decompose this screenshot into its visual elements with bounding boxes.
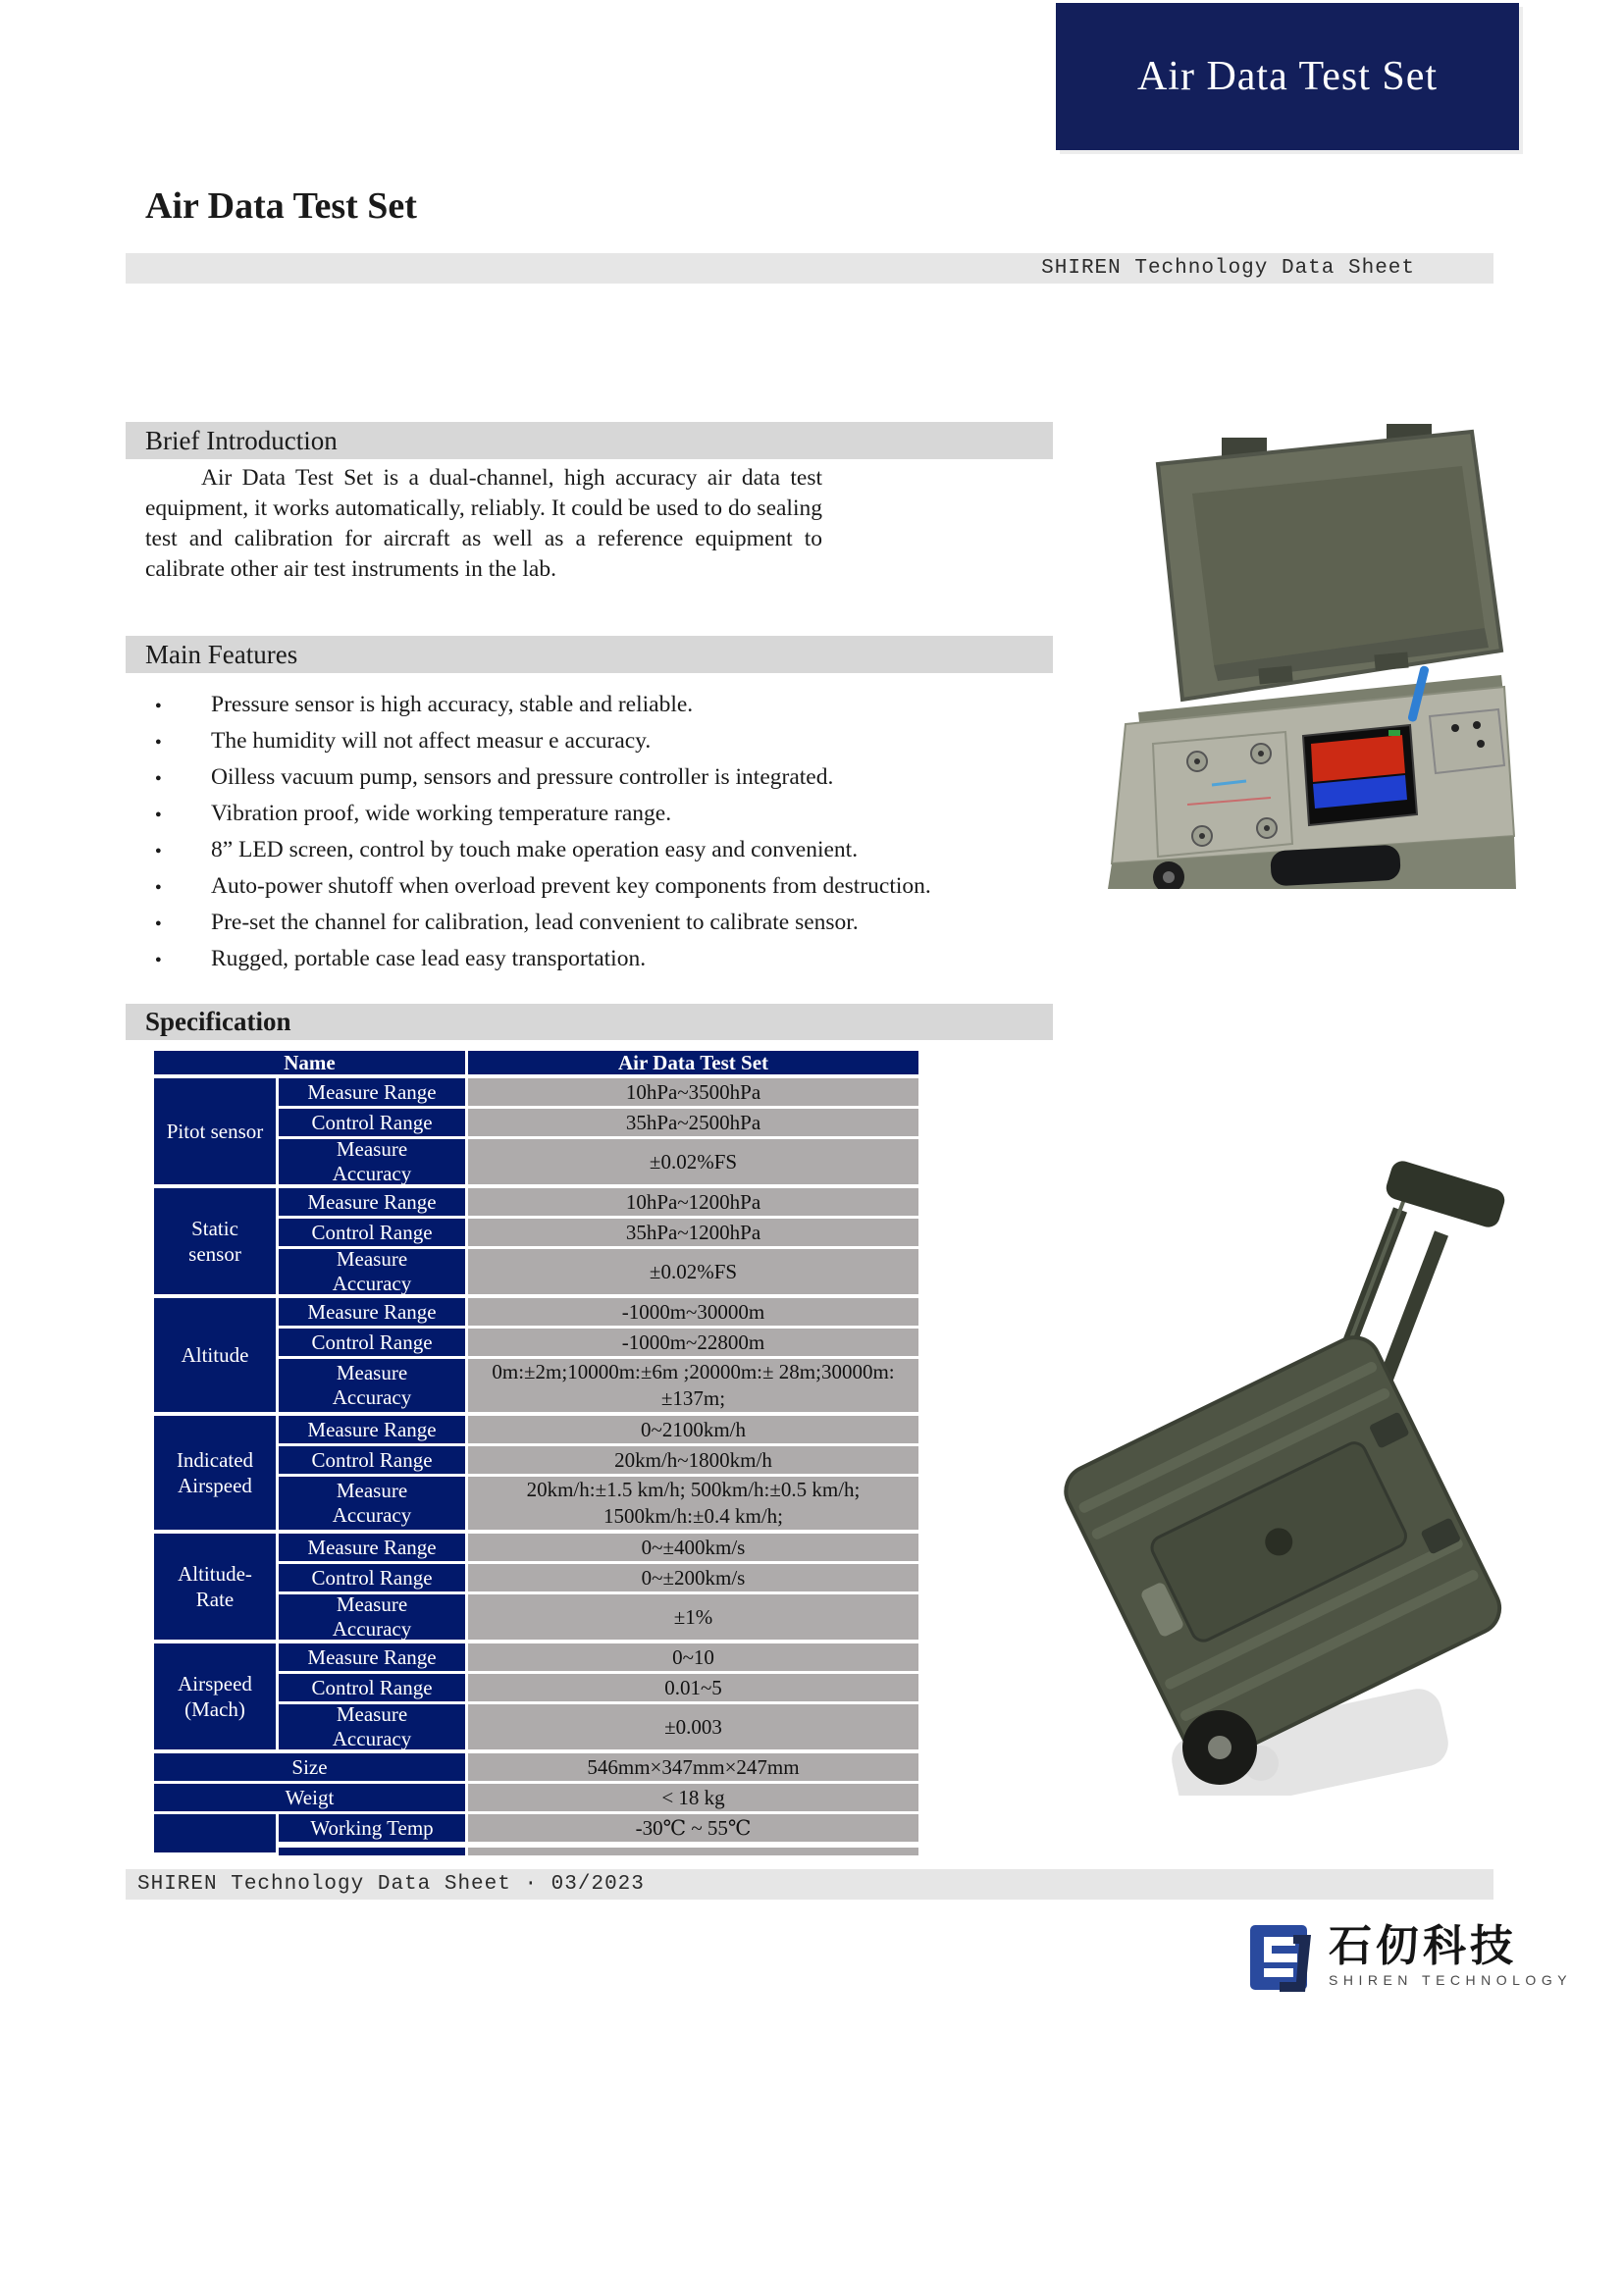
spec-group-name: Static sensor	[188, 1217, 241, 1266]
spec-row-value: -1000m~30000m	[621, 1299, 765, 1324]
spec-row-value: ±1%	[673, 1604, 713, 1629]
spec-group-rows	[279, 1078, 918, 1184]
spec-row-value: 0~±400km/s	[641, 1535, 746, 1559]
spec-row-value-cell	[468, 1078, 918, 1106]
spec-single-label-cell	[154, 1753, 465, 1781]
spec-row-label: Measure Accuracy	[332, 1137, 412, 1185]
spec-row-label-cell	[279, 1564, 465, 1591]
spec-row-value: ±0.02%FS	[649, 1149, 738, 1174]
spec-single-row	[154, 1753, 918, 1781]
spec-group-rows	[279, 1188, 918, 1294]
spec-row-label-cell	[279, 1674, 465, 1701]
header-strip-text: SHIREN Technology Data Sheet	[1041, 257, 1415, 280]
spec-row-label-cell	[279, 1704, 465, 1749]
spec-group	[154, 1643, 918, 1749]
spec-row-value-cell	[468, 1329, 918, 1356]
spec-header-value-cell	[468, 1051, 918, 1074]
spec-row-label-cell	[279, 1078, 465, 1106]
spec-row-label-cell	[279, 1109, 465, 1136]
spec-row-value-cell	[468, 1446, 918, 1474]
spec-group-name-cell	[154, 1814, 276, 1852]
spec-group	[154, 1188, 918, 1294]
section-header-specification	[126, 1004, 1053, 1040]
spec-group	[154, 1298, 918, 1412]
spec-row-value: 20km/h:±1.5 km/h; 500km/h:±0.5 km/h; 1500km/h:±0.4 km/h;	[526, 1478, 861, 1528]
spec-group-rows	[279, 1814, 918, 1855]
spec-row-label: Control Range	[311, 1447, 433, 1472]
spec-row-value: 0~±200km/s	[641, 1565, 746, 1590]
spec-row	[279, 1188, 918, 1216]
spec-row-label-cell	[279, 1219, 465, 1246]
spec-row-label-cell	[279, 1477, 465, 1530]
spec-row-label: Control Range	[311, 1110, 433, 1134]
spec-row-label: Measure Accuracy	[332, 1479, 412, 1527]
header-banner	[1056, 3, 1519, 150]
spec-row-value-cell	[468, 1188, 918, 1216]
spec-row-label-cell	[279, 1594, 465, 1640]
spec-group	[154, 1534, 918, 1640]
spec-single-row	[154, 1784, 918, 1811]
spec-group-name-cell	[154, 1298, 276, 1412]
spec-row-value-cell	[468, 1219, 918, 1246]
spec-group-name: Pitot sensor	[166, 1120, 264, 1143]
section-header-main-features	[126, 636, 1053, 673]
spec-row	[279, 1534, 918, 1561]
spec-row-value: -30℃ ~ 55℃	[635, 1815, 752, 1840]
spec-row-value-cell	[468, 1704, 918, 1749]
spec-row-label: Working Temp	[310, 1815, 434, 1840]
spec-cutoff-label-cell	[279, 1848, 465, 1855]
spec-row	[279, 1674, 918, 1701]
feature-item-text: ● Pressure sensor is high accuracy, stable and reliable.	[211, 692, 694, 717]
spec-row-value-cell	[468, 1477, 918, 1530]
spec-row-value: ±0.02%FS	[649, 1259, 738, 1283]
spec-row	[279, 1477, 918, 1530]
section-title: Main Features	[145, 639, 298, 669]
logo-en-text: SHIREN TECHNOLOGY	[1329, 1972, 1573, 1988]
spec-single-label: Weigt	[285, 1785, 335, 1809]
spec-row-value-cell	[468, 1359, 918, 1412]
table-cutoff-row	[279, 1848, 918, 1855]
spec-group-name: Altitude	[181, 1343, 249, 1367]
section-title: Brief Introduction	[145, 425, 338, 455]
intro-paragraph: Air Data Test Set is a dual-channel, high accuracy air data test equipment, it works automatically, reliably. It could be used to do sealing test and calibration for aircraft as well as a reference equipment to calibrate other air test instruments in the lab.	[145, 465, 822, 582]
feature-item	[155, 723, 1136, 759]
spec-row-label: Measure Range	[307, 1299, 437, 1324]
spec-row-value-cell	[468, 1139, 918, 1184]
spec-row-label: Measure Range	[307, 1535, 437, 1559]
spec-row	[279, 1643, 918, 1671]
spec-group	[154, 1078, 918, 1184]
spec-row-value: -1000m~22800m	[621, 1330, 765, 1354]
product-photo-trolley-case	[1016, 1065, 1545, 1796]
spec-row-value-cell	[468, 1674, 918, 1701]
spec-row	[279, 1298, 918, 1326]
spec-group-rows	[279, 1298, 918, 1412]
spec-row	[279, 1329, 918, 1356]
spec-row-label: Control Range	[311, 1675, 433, 1699]
spec-row-label: Measure Range	[307, 1417, 437, 1441]
shiren-logo-icon	[1250, 1921, 1319, 1994]
spec-row-value-cell	[468, 1814, 918, 1842]
spec-group-name-cell	[154, 1643, 276, 1749]
spec-row-label-cell	[279, 1643, 465, 1671]
spec-single-label-cell	[154, 1784, 465, 1811]
spec-header-name-cell	[154, 1051, 465, 1074]
spec-row-value: ±0.003	[664, 1714, 722, 1739]
spec-header-name: Name	[284, 1050, 336, 1074]
spec-row	[279, 1814, 918, 1842]
spec-row-label-cell	[279, 1298, 465, 1326]
spec-table	[154, 1051, 918, 1859]
spec-row	[279, 1416, 918, 1443]
spec-group	[154, 1814, 918, 1855]
section-title: Specification	[145, 1007, 291, 1036]
spec-single-value-cell	[468, 1784, 918, 1811]
spec-row-value: 0~10	[672, 1644, 714, 1669]
feature-item-text: ● Vibration proof, wide working temperature range.	[211, 801, 672, 826]
spec-row	[279, 1564, 918, 1591]
feature-item	[155, 759, 1136, 796]
spec-group-name: Airspeed (Mach)	[178, 1672, 252, 1721]
spec-table-header-row	[154, 1051, 918, 1074]
spec-row-value-cell	[468, 1109, 918, 1136]
spec-single-label: Size	[291, 1754, 328, 1779]
feature-item-text: ● Pre-set the channel for calibration, lead convenient to calibrate sensor.	[211, 910, 859, 935]
spec-group-name: Altitude-Rate	[178, 1562, 252, 1611]
spec-header-value: Air Data Test Set	[617, 1050, 769, 1074]
feature-item-text: ● Rugged, portable case lead easy transportation.	[211, 946, 647, 971]
spec-row	[279, 1078, 918, 1106]
spec-group-name-cell	[154, 1416, 276, 1530]
feature-item	[155, 687, 1136, 723]
spec-row	[279, 1359, 918, 1412]
features-list	[155, 687, 1136, 977]
spec-row-value-cell	[468, 1564, 918, 1591]
spec-row-value-cell	[468, 1298, 918, 1326]
spec-row-value: 0m:±2m;10000m:±6m ;20000m:± 28m;30000m:±137m;	[492, 1360, 895, 1410]
spec-row-value: 35hPa~2500hPa	[625, 1110, 761, 1134]
spec-group-name-cell	[154, 1534, 276, 1640]
spec-row-value: 10hPa~3500hPa	[625, 1079, 761, 1104]
spec-row-label-cell	[279, 1188, 465, 1216]
spec-row-label-cell	[279, 1446, 465, 1474]
logo-cn-text: 石仞科技	[1329, 1921, 1517, 1971]
feature-item-text: ● The humidity will not affect measur e accuracy.	[211, 728, 652, 754]
spec-single-value-cell	[468, 1753, 918, 1781]
spec-group-rows	[279, 1416, 918, 1530]
spec-row-label: Measure Accuracy	[332, 1247, 412, 1295]
spec-row-value: 35hPa~1200hPa	[625, 1220, 761, 1244]
product-photo-open-case	[1065, 420, 1516, 889]
spec-row-label-cell	[279, 1814, 465, 1842]
spec-row-label-cell	[279, 1329, 465, 1356]
spec-row-value: 0.01~5	[664, 1675, 722, 1699]
header-strip	[126, 253, 1493, 284]
feature-item	[155, 941, 1136, 977]
feature-item	[155, 832, 1136, 868]
spec-row	[279, 1139, 918, 1184]
spec-group-rows	[279, 1534, 918, 1640]
spec-row-value-cell	[468, 1249, 918, 1294]
spec-row	[279, 1594, 918, 1640]
spec-row-label-cell	[279, 1139, 465, 1184]
feature-item	[155, 796, 1136, 832]
company-logo	[1250, 1921, 1572, 1994]
section-header-brief-introduction	[126, 422, 1053, 459]
spec-row-label-cell	[279, 1534, 465, 1561]
spec-single-value: < 18 kg	[661, 1785, 725, 1809]
spec-row	[279, 1109, 918, 1136]
spec-row-label: Measure Accuracy	[332, 1361, 412, 1409]
spec-group-name: Indicated Airspeed	[176, 1448, 254, 1497]
spec-row-value-cell	[468, 1416, 918, 1443]
spec-row-label: Measure Accuracy	[332, 1592, 412, 1641]
feature-item-text: ● 8” LED screen, control by touch make operation easy and convenient.	[211, 837, 859, 862]
spec-row-value-cell	[468, 1534, 918, 1561]
spec-group-name-cell	[154, 1188, 276, 1294]
spec-row-label-cell	[279, 1359, 465, 1412]
spec-row-label-cell	[279, 1249, 465, 1294]
spec-row-label: Control Range	[311, 1330, 433, 1354]
feature-item	[155, 868, 1136, 905]
banner-title: Air Data Test Set	[1136, 54, 1439, 99]
footer-strip-text: SHIREN Technology Data Sheet · 03/2023	[137, 1873, 645, 1896]
spec-row-value-cell	[468, 1643, 918, 1671]
spec-row-value-cell	[468, 1594, 918, 1640]
spec-row-value: 10hPa~1200hPa	[625, 1189, 761, 1214]
spec-row-label-cell	[279, 1416, 465, 1443]
spec-row-label: Control Range	[311, 1220, 433, 1244]
spec-row-label: Measure Range	[307, 1644, 437, 1669]
spec-single-value: 546mm×347mm×247mm	[587, 1754, 800, 1779]
feature-item-text: ● Auto-power shutoff when overload prevent key components from destruction.	[211, 873, 931, 899]
spec-row-label: Measure Range	[307, 1189, 437, 1214]
footer-strip	[126, 1869, 1493, 1900]
spec-row	[279, 1249, 918, 1294]
feature-item-text: ● Oilless vacuum pump, sensors and pressure controller is integrated.	[211, 764, 834, 790]
spec-row-value: 20km/h~1800km/h	[614, 1447, 772, 1472]
spec-row	[279, 1704, 918, 1749]
spec-group	[154, 1416, 918, 1530]
spec-group-rows	[279, 1643, 918, 1749]
spec-row-label: Control Range	[311, 1565, 433, 1590]
spec-row	[279, 1446, 918, 1474]
spec-row-value: 0~2100km/h	[640, 1417, 747, 1441]
page-title: Air Data Test Set	[145, 185, 417, 227]
spec-group-name-cell	[154, 1078, 276, 1184]
spec-row-label: Measure Accuracy	[332, 1702, 412, 1750]
spec-row-label: Measure Range	[307, 1079, 437, 1104]
spec-cutoff-value-cell	[468, 1848, 918, 1855]
spec-row	[279, 1219, 918, 1246]
feature-item	[155, 905, 1136, 941]
